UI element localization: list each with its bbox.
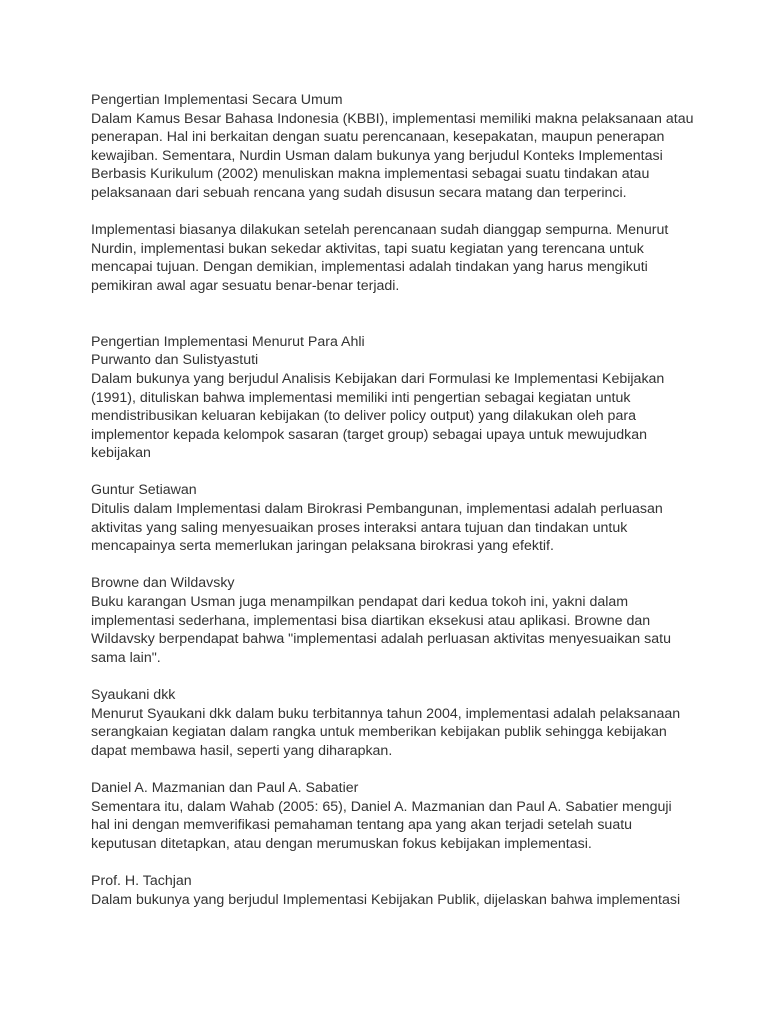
paragraph-line: Ditulis dalam Implementasi dalam Birokrasi Pembangunan, implementasi adalah perluasan: [91, 501, 663, 518]
paragraph-line: Nurdin, implementasi bukan sekedar aktivitas, tapi suatu kegiatan yang terencana untuk: [91, 240, 644, 257]
spacer: [91, 667, 691, 686]
spacer: [91, 314, 691, 333]
section-guntur-setiawan: [91, 481, 691, 555]
paragraph-line: (1991), dituliskan bahwa implementasi memiliki inti pengertian sebagai kegiatan untuk: [91, 389, 631, 406]
paragraph-line: Dalam bukunya yang berjudul Analisis Kebijakan dari Formulasi ke Implementasi Kebijakan: [91, 370, 665, 387]
author-heading: Purwanto dan Sulistyastuti: [91, 352, 259, 369]
paragraph-line: implementasi sederhana, implementasi bisa diartikan eksekusi atau aplikasi. Browne dan: [91, 612, 651, 629]
paragraph-line: Buku karangan Usman juga menampilkan pendapat dari kedua tokoh ini, yakni dalam: [91, 594, 629, 611]
paragraph-line: hal ini dengan memverifikasi pemahaman tentang apa yang akan terjadi setelah suatu: [91, 817, 633, 834]
spacer: [91, 760, 691, 779]
paragraph-line: Menurut Syaukani dkk dalam buku terbitannya tahun 2004, implementasi adalah pelaksanaan: [91, 705, 681, 722]
paragraph: [91, 110, 694, 203]
paragraph-line: pelaksanaan dari sebuah rencana yang sudah disusun secara matang dan terperinci.: [91, 184, 627, 201]
section-heading: Pengertian Implementasi Secara Umum: [91, 92, 343, 108]
paragraph: [91, 221, 691, 295]
paragraph-line: Wildavsky berpendapat bahwa "implementasi adalah perluasan aktivitas menyesuaikan satu: [91, 631, 671, 648]
author-heading: Daniel A. Mazmanian dan Paul A. Sabatier: [91, 779, 359, 796]
author-heading: Guntur Setiawan: [91, 482, 197, 499]
paragraph-line: mendistribusikan keluaran kebijakan (to deliver policy output) yang dilakukan oleh para: [91, 408, 636, 425]
spacer: [91, 853, 691, 872]
paragraph-line: penerapan. Hal ini berkaitan dengan suatu perencanaan, kesepakatan, maupun penerapan: [91, 129, 665, 146]
paragraph-line: keputusan ditetapkan, atau dengan merumuskan fokus kebijakan implementasi.: [91, 835, 592, 852]
section-heading: Pengertian Implementasi Menurut Para Ahli: [91, 333, 365, 350]
section-browne-wildavsky: [91, 574, 691, 667]
paragraph-line: Dalam bukunya yang berjudul Implementasi Kebijakan Publik, dijelaskan bahwa implementasi: [91, 891, 681, 908]
paragraph-line: kewajiban. Sementara, Nurdin Usman dalam bukunya yang berjudul Konteks Implementasi: [91, 147, 663, 164]
paragraph: [91, 891, 691, 910]
paragraph-line: aktivitas yang saling menyesuaikan proses interaksi antara tujuan dan tindakan untuk: [91, 519, 628, 536]
section-syaukani: [91, 686, 691, 760]
paragraph-line: mencapainya serta memerlukan jaringan pelaksana birokrasi yang efektif.: [91, 538, 554, 555]
paragraph: [91, 705, 691, 761]
paragraph-line: serangkaian kegiatan dalam rangka untuk memberikan kebijakan publik sehingga kebijakan: [91, 724, 667, 741]
paragraph: [91, 593, 691, 667]
paragraph-line: Berbasis Kurikulum (2002) menuliskan makna implementasi sebagai suatu tindakan atau: [91, 166, 650, 183]
paragraph-line: Implementasi biasanya dilakukan setelah perencanaan sudah dianggap sempurna. Menurut: [91, 222, 669, 239]
paragraph-line: dapat membawa hasil, seperti yang diharapkan.: [91, 742, 393, 759]
paragraph: [91, 370, 691, 463]
author-heading: Browne dan Wildavsky: [91, 575, 235, 592]
paragraph-line: sama lain".: [91, 649, 161, 666]
paragraph-line: implementor kepada kelompok sasaran (target group) sebagai upaya untuk mewujudkan: [91, 426, 648, 443]
spacer: [91, 556, 691, 575]
paragraph-line: mencapai tujuan. Dengan demikian, implementasi adalah tindakan yang harus mengikuti: [91, 259, 648, 276]
paragraph: [91, 798, 691, 854]
paragraph: [91, 500, 691, 556]
section-umum: [91, 91, 694, 203]
spacer: [91, 463, 691, 482]
section-tachjan: [91, 872, 691, 909]
author-heading: Prof. H. Tachjan: [91, 872, 192, 889]
document-page: [91, 91, 694, 909]
paragraph-line: Sementara itu, dalam Wahab (2005: 65), Daniel A. Mazmanian dan Paul A. Sabatier menguji: [91, 798, 672, 815]
section-mazmanian-sabatier: [91, 779, 691, 853]
spacer: [91, 296, 691, 315]
author-heading: Syaukani dkk: [91, 687, 176, 703]
section-para-ahli: [91, 333, 691, 463]
paragraph-line: Dalam Kamus Besar Bahasa Indonesia (KBBI), implementasi memiliki makna pelaksanaan atau: [91, 110, 694, 127]
spacer: [91, 203, 691, 222]
paragraph-line: pemikiran awal agar sesuatu benar-benar terjadi.: [91, 277, 400, 294]
section-implementasi-paragraph: [91, 221, 691, 295]
paragraph-line: kebijakan: [91, 445, 151, 462]
